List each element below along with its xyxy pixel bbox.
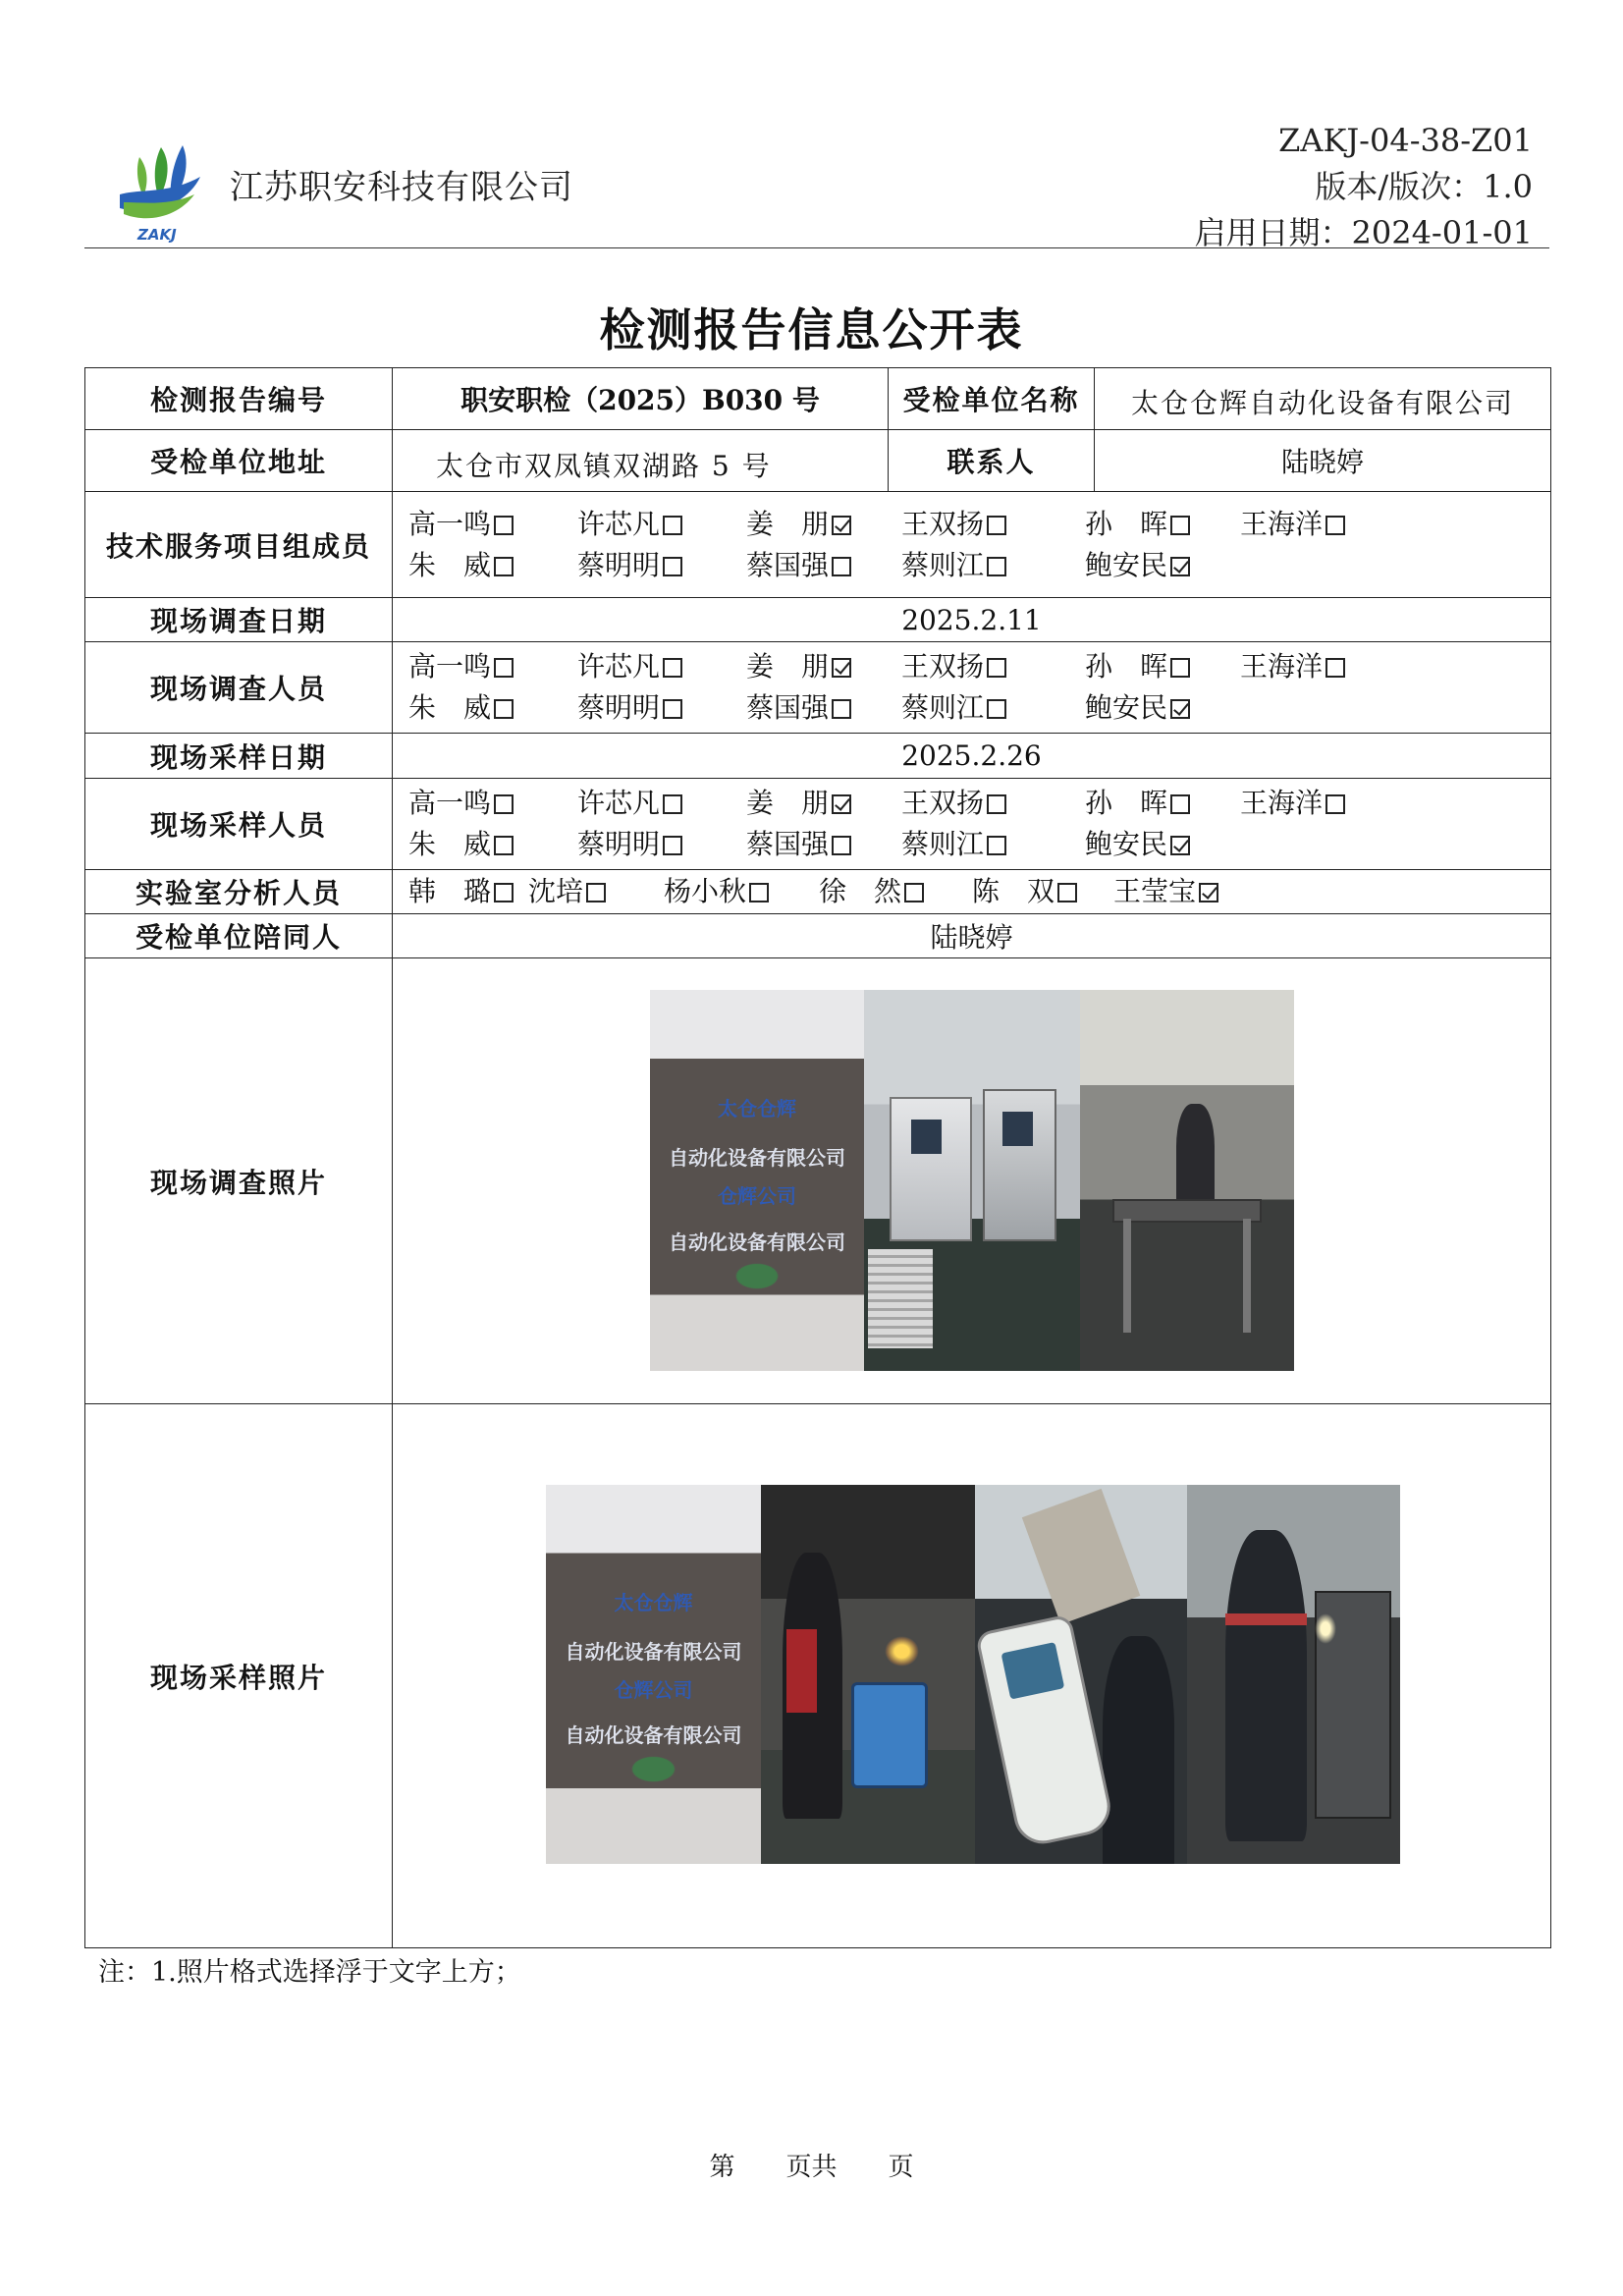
crate [868,1249,933,1348]
staff-member [1085,826,1240,863]
staff-name: 高一鸣 [408,787,492,819]
staff-member [408,547,577,584]
checked-box-icon [832,794,851,814]
staff-member [408,648,577,685]
unchecked-box-icon [1325,658,1345,678]
sampling-photo-strip [546,1485,1400,1864]
survey-date-label: 现场调查日期 [85,598,393,642]
footnote: 注：1.照片格式选择浮于文字上方； [98,1957,521,1988]
uniform-stripe [1225,1613,1306,1625]
sign-line-3: 仓辉公司 [718,1184,796,1208]
header-divider [84,247,1549,248]
unchecked-box-icon [1170,516,1190,535]
staff-member [746,648,901,685]
report-no-label: 检测报告编号 [85,368,393,430]
staff-name: 孙 晖 [1085,507,1168,540]
photo-noise-meter [975,1485,1187,1864]
staff-name: 蔡明明 [577,548,661,581]
staff-member [746,785,901,822]
plant-decor [731,1261,783,1291]
staff-member [577,547,746,584]
bench-leg [1243,1219,1252,1333]
unchecked-box-icon [494,794,514,814]
staff-name: 韩 璐 [408,875,492,907]
unchecked-box-icon [494,658,514,678]
photo-worker-machine [1187,1485,1400,1864]
unchecked-box-icon [663,836,682,855]
unchecked-box-icon [586,883,606,902]
staff-member [901,648,1085,685]
unchecked-box-icon [832,557,851,576]
staff-name: 孙 晖 [1085,787,1168,819]
unchecked-box-icon [987,557,1006,576]
contact-label: 联系人 [889,430,1095,492]
unchecked-box-icon [987,658,1006,678]
unchecked-box-icon [663,794,682,814]
staff-name: 沈培 [528,875,584,907]
staff-member [577,785,746,822]
sampling-date-label: 现场采样日期 [85,734,393,779]
row-team [85,492,1551,598]
staff-member [408,873,528,910]
staff-member [746,506,901,543]
staff-name: 徐 然 [819,875,902,907]
staff-member [1085,506,1240,543]
row-survey-photos [85,958,1551,1404]
unchecked-box-icon [1170,794,1190,814]
sampling-date-value: 2025.2.26 [393,734,1551,779]
sign-line-2: 自动化设备有限公司 [565,1640,742,1665]
sign-line-4: 自动化设备有限公司 [565,1723,742,1748]
unchecked-box-icon [663,699,682,719]
staff-name: 朱 威 [408,691,492,724]
staff-name: 陈 双 [972,875,1055,907]
staff-grid [408,506,1550,584]
staff-name: 朱 威 [408,828,492,860]
staff-name: 蔡则江 [901,548,985,581]
unchecked-box-icon [494,836,514,855]
unit-name-value: 太仓仓辉自动化设备有限公司 [1095,368,1551,430]
sign-line-1: 太仓仓辉 [718,1096,796,1121]
workbench [1112,1199,1263,1222]
survey-photos-cell [393,958,1551,1404]
staff-name: 蔡则江 [901,691,985,724]
photo-cnc-workshop [864,990,1080,1371]
sign-line-4: 自动化设备有限公司 [669,1230,845,1254]
staff-member [901,826,1085,863]
unchecked-box-icon [494,557,514,576]
sampling-photos-label: 现场采样照片 [85,1404,393,1948]
photo-sampling-device [761,1485,975,1864]
staff-name: 朱 威 [408,548,492,581]
staff-member [901,547,1085,584]
sampling-staff-label: 现场采样人员 [85,779,393,870]
staff-grid [408,648,1550,727]
light-glow [1315,1613,1336,1644]
staff-member [746,547,901,584]
machine-screen [1002,1112,1033,1146]
unchecked-box-icon [987,836,1006,855]
noise-meter [975,1613,1115,1849]
unchecked-box-icon [663,516,682,535]
logo-leaves-icon [120,145,200,218]
doc-version: 版本/版次：1.0 [1315,168,1533,205]
contact-value: 陆晓婷 [1095,430,1551,492]
staff-name: 蔡则江 [901,828,985,860]
staff-name: 高一鸣 [408,507,492,540]
staff-name: 王双扬 [901,507,985,540]
team-label: 技术服务项目组成员 [85,492,393,598]
lab-staff-members [393,870,1551,914]
staff-name: 蔡国强 [746,691,830,724]
document-meta [1194,118,1533,256]
page-title: 检测报告信息公开表 [599,303,1024,356]
row-sampling-date [85,734,1551,779]
staff-name: 蔡国强 [746,828,830,860]
unchecked-box-icon [987,699,1006,719]
unit-address-label: 受检单位地址 [85,430,393,492]
checked-box-icon [1170,557,1190,576]
worker-sleeve [786,1629,817,1713]
survey-date-value: 2025.2.11 [393,598,1551,642]
unchecked-box-icon [663,658,682,678]
staff-member [1240,506,1387,543]
sampling-device [851,1682,928,1788]
logo-text: ZAKJ [137,226,177,244]
row-escort [85,914,1551,958]
checked-box-icon [1170,699,1190,719]
staff-member [1085,689,1240,727]
page-number: 第 页共 页 [709,2153,914,2182]
escort-label: 受检单位陪同人 [85,914,393,958]
staff-member [746,689,901,727]
staff-name: 王莹宝 [1113,875,1197,907]
row-lab-staff [85,870,1551,914]
escort-value: 陆晓婷 [393,914,1551,958]
sign-line-3: 仓辉公司 [614,1678,693,1702]
staff-member [577,506,746,543]
unchecked-box-icon [987,516,1006,535]
staff-name: 许芯凡 [577,650,661,683]
unchecked-box-icon [1057,883,1077,902]
staff-member [408,826,577,863]
staff-name: 杨小秋 [664,875,747,907]
staff-name: 王海洋 [1240,507,1324,540]
row-sampling-staff [85,779,1551,870]
unit-address-value: 太仓市双凤镇双湖路 5 号 [393,430,889,492]
staff-member [664,873,819,910]
staff-member [1085,547,1240,584]
row-survey-date [85,598,1551,642]
unchecked-box-icon [494,699,514,719]
unchecked-box-icon [1325,794,1345,814]
staff-member [1240,648,1387,685]
metal-sheet [1022,1489,1141,1624]
unchecked-box-icon [494,516,514,535]
staff-member [1085,785,1240,822]
unit-name-label: 受检单位名称 [889,368,1095,430]
unchecked-box-icon [1170,658,1190,678]
photo-company-sign [546,1485,761,1864]
sign-line-2: 自动化设备有限公司 [669,1146,845,1171]
row-unit-address [85,430,1551,492]
worker-figure [1103,1636,1174,1864]
staff-name: 蔡明明 [577,828,661,860]
staff-member [528,873,664,910]
staff-name: 许芯凡 [577,507,661,540]
unchecked-box-icon [494,883,514,902]
worker-figure [1225,1530,1306,1841]
survey-staff-members [393,642,1551,734]
staff-member [901,506,1085,543]
staff-name: 姜 朋 [746,650,830,683]
staff-name: 鲍安民 [1085,828,1168,860]
staff-name: 王双扬 [901,650,985,683]
staff-member [1113,873,1231,910]
staff-member [408,506,577,543]
staff-name: 高一鸣 [408,650,492,683]
plant-decor [627,1754,679,1784]
staff-name: 姜 朋 [746,787,830,819]
row-sampling-photos [85,1404,1551,1948]
staff-member [408,785,577,822]
lab-staff-grid [408,873,1550,910]
staff-member [1085,648,1240,685]
machine-screen [911,1120,942,1154]
staff-name: 蔡国强 [746,548,830,581]
staff-name: 孙 晖 [1085,650,1168,683]
photo-workbench [1080,990,1294,1371]
staff-member [972,873,1113,910]
unchecked-box-icon [987,794,1006,814]
staff-member [1240,785,1387,822]
meter-screen [1001,1642,1064,1700]
row-survey-staff [85,642,1551,734]
lab-staff-label: 实验室分析人员 [85,870,393,914]
staff-name: 王海洋 [1240,787,1324,819]
staff-name: 姜 朋 [746,507,830,540]
cnc-machine [890,1097,972,1241]
worker-figure [1176,1104,1215,1211]
checked-box-icon [1199,883,1218,902]
company-name: 江苏职安科技有限公司 [230,168,573,207]
staff-name: 许芯凡 [577,787,661,819]
sampling-staff-members [393,779,1551,870]
survey-photos-label: 现场调查照片 [85,958,393,1404]
staff-member [408,689,577,727]
doc-code: ZAKJ-04-38-Z01 [1278,122,1533,159]
unchecked-box-icon [904,883,924,902]
survey-staff-label: 现场调查人员 [85,642,393,734]
report-info-table [84,367,1551,1948]
spark-glow [885,1636,919,1667]
unchecked-box-icon [1325,516,1345,535]
staff-name: 鲍安民 [1085,548,1168,581]
doc-effective-date: 启用日期：2024-01-01 [1194,214,1533,251]
staff-name: 王双扬 [901,787,985,819]
staff-name: 王海洋 [1240,650,1324,683]
checked-box-icon [1170,836,1190,855]
row-report-no [85,368,1551,430]
survey-photo-strip [650,990,1294,1371]
unchecked-box-icon [832,699,851,719]
checked-box-icon [832,516,851,535]
staff-member [819,873,972,910]
unchecked-box-icon [663,557,682,576]
staff-name: 蔡明明 [577,691,661,724]
staff-name: 鲍安民 [1085,691,1168,724]
staff-member [577,826,746,863]
staff-member [746,826,901,863]
team-members [393,492,1551,598]
bench-leg [1123,1219,1132,1333]
sampling-photos-cell [393,1404,1551,1948]
report-no-value: 职安职检（2025）B030 号 [393,368,889,430]
staff-member [901,689,1085,727]
sign-line-1: 太仓仓辉 [614,1591,693,1615]
photo-company-sign [650,990,864,1371]
checked-box-icon [832,658,851,678]
staff-member [901,785,1085,822]
staff-member [577,648,746,685]
unchecked-box-icon [749,883,769,902]
unchecked-box-icon [832,836,851,855]
staff-member [577,689,746,727]
staff-grid [408,785,1550,863]
company-logo [110,137,220,247]
